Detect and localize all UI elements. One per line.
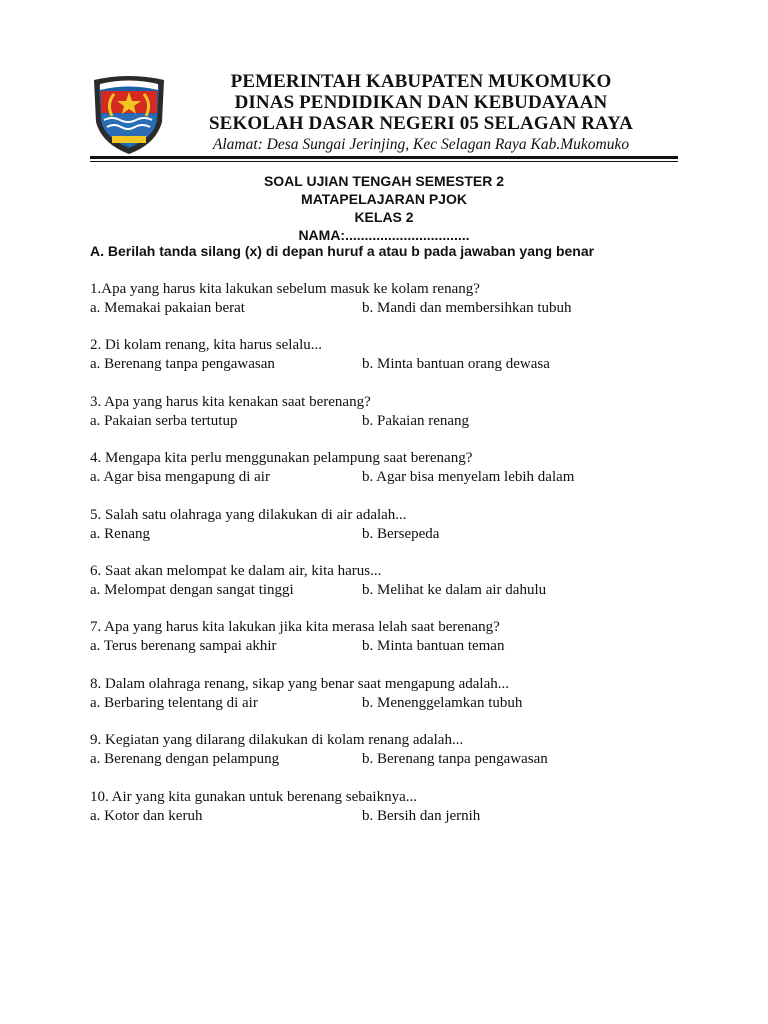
option-b: b. Bersepeda [362,525,440,542]
question-list [90,280,700,844]
question-text: 2. Di kolam renang, kita harus selalu... [90,337,323,354]
question-text: 8. Dalam olahraga renang, sikap yang benar saat mengapung adalah... [90,675,510,692]
question-item [90,336,700,392]
option-b: b. Minta bantuan orang dewasa [362,356,550,373]
question-item [90,675,700,731]
district-emblem-icon [90,74,168,156]
header-school: SEKOLAH DASAR NEGERI 05 SELAGAN RAYA [209,113,633,134]
question-item [90,393,700,449]
question-text: 6. Saat akan melompat ke dalam air, kita harus... [90,562,382,579]
option-b: b. Pakaian renang [362,412,470,429]
header-divider-thin [90,161,678,162]
option-b: b. Minta bantuan teman [362,638,505,655]
question-item [90,449,700,505]
option-a: a. Berenang dengan pelampung [90,751,280,768]
exam-heading [90,172,678,244]
question-item [90,731,700,787]
question-item [90,280,700,336]
header-address: Alamat: Desa Sungai Jerinjing, Kec Selagan Raya Kab.Mukomuko [212,136,630,153]
question-item [90,788,700,844]
question-text: 5. Salah satu olahraga yang dilakukan di air adalah... [90,506,407,523]
option-a: a. Berbaring telentang di air [90,694,258,711]
header-department: DINAS PENDIDIKAN DAN KEBUDAYAAN [234,92,608,113]
header-divider [90,156,678,159]
option-a: a. Melompat dengan sangat tinggi [90,581,294,598]
option-b: b. Melihat ke dalam air dahulu [362,581,547,598]
question-text: 3. Apa yang harus kita kenakan saat berenang? [90,393,371,410]
question-text: 9. Kegiatan yang dilarang dilakukan di kolam renang adalah... [90,732,464,749]
question-item [90,562,700,618]
question-text: 7. Apa yang harus kita lakukan jika kita merasa lelah saat berenang? [90,619,500,636]
option-a: a. Memakai pakaian berat [90,300,245,316]
header-government: PEMERINTAH KABUPATEN MUKOMUKO [230,71,612,92]
option-b: b. Bersih dan jernih [362,807,481,824]
name-field: NAMA:................................ [298,227,470,243]
exam-subject: MATAPELAJARAN PJOK [301,191,467,207]
question-item [90,618,700,674]
option-b: b. Berenang tanpa pengawasan [362,751,548,768]
option-a: a. Terus berenang sampai akhir [90,638,277,655]
option-a: a. Agar bisa mengapung di air [90,469,270,486]
exam-title: SOAL UJIAN TENGAH SEMESTER 2 [263,173,505,189]
option-a: a. Pakaian serba tertutup [90,412,238,429]
option-b: b. Mandi dan membersihkan tubuh [362,300,572,316]
instruction-text: A. Berilah tanda silang (x) di depan huruf a atau b pada jawaban yang benar [90,243,595,259]
exam-class: KELAS 2 [354,209,414,225]
option-a: a. Renang [90,525,150,542]
option-b: b. Agar bisa menyelam lebih dalam [362,469,575,486]
option-b: b. Menenggelamkan tubuh [362,694,523,711]
option-a: a. Berenang tanpa pengawasan [90,356,275,373]
question-text: 10. Air yang kita gunakan untuk berenang sebaiknya... [90,788,417,805]
option-a: a. Kotor dan keruh [90,807,203,824]
question-text: 4. Mengapa kita perlu menggunakan pelampung saat berenang? [90,450,473,467]
question-item [90,506,700,562]
letterhead [176,71,666,155]
question-text: 1.Apa yang harus kita lakukan sebelum masuk ke kolam renang? [90,281,480,297]
